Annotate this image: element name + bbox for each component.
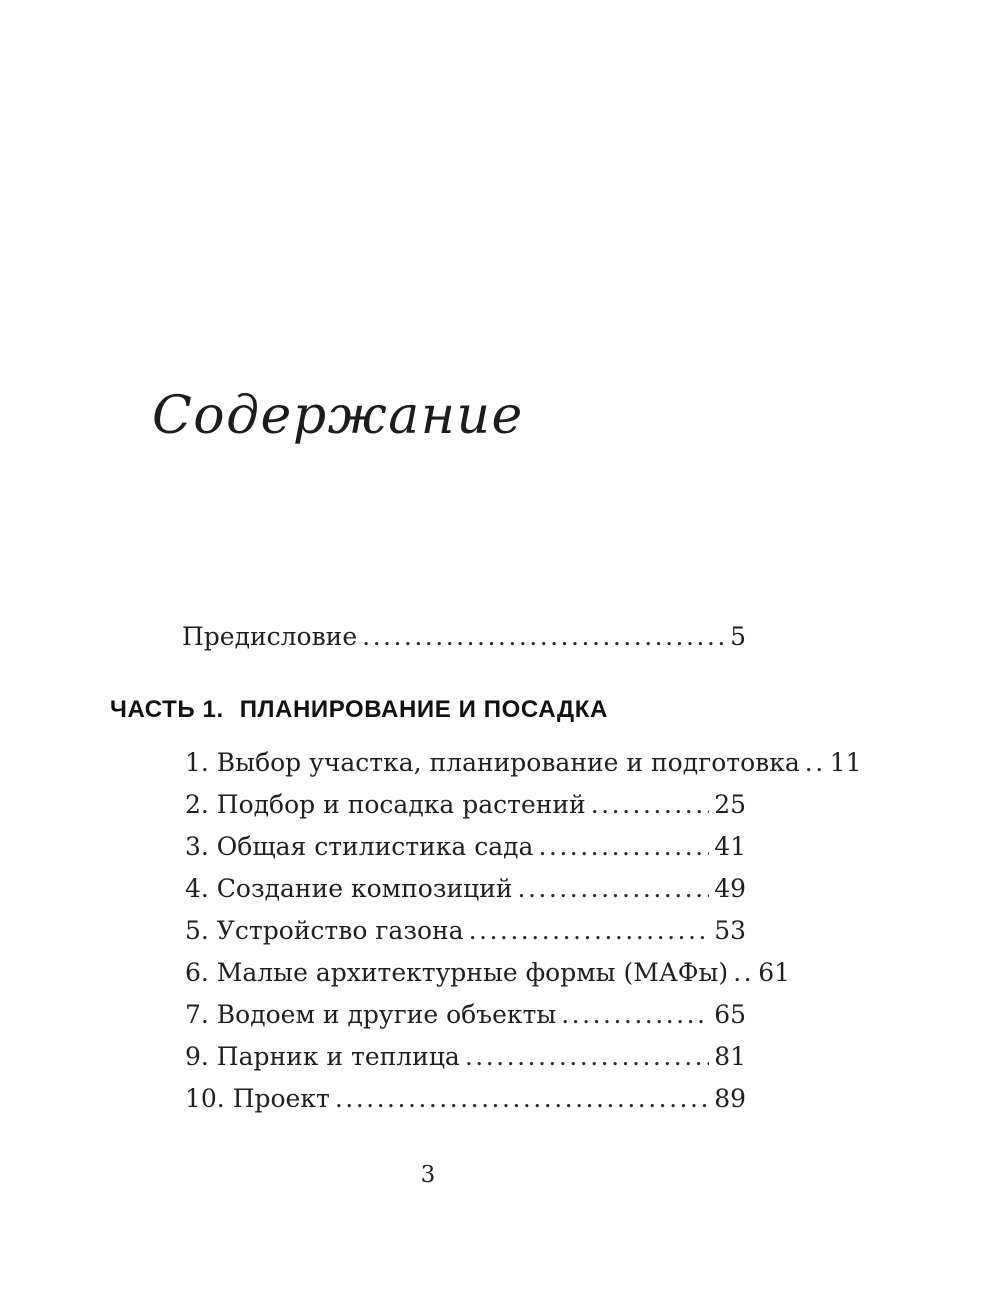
toc-entry bbox=[185, 876, 746, 902]
toc-entry-page: 81 bbox=[714, 1042, 746, 1071]
page-number: 3 bbox=[420, 1162, 436, 1188]
toc-entry-label: 2. Подбор и посадка растений bbox=[185, 790, 586, 819]
toc-entry-label: 1. Выбор участка, планирование и подготовка bbox=[185, 748, 800, 777]
table-of-contents bbox=[110, 622, 862, 1128]
toc-entry-page: 53 bbox=[714, 916, 746, 945]
toc-entry-label: 4. Создание композиций bbox=[185, 874, 513, 903]
dot-leader bbox=[469, 918, 710, 944]
toc-entry bbox=[185, 918, 746, 944]
toc-entry-label: Предисловие bbox=[182, 622, 358, 651]
toc-entry-page: 61 bbox=[758, 958, 791, 987]
toc-entry-label: 9. Парник и теплица bbox=[185, 1042, 460, 1071]
part-title: ПЛАНИРОВАНИЕ И ПОСАДКА bbox=[239, 696, 608, 723]
part-header bbox=[110, 696, 746, 724]
toc-entry bbox=[185, 792, 746, 818]
toc-entry bbox=[185, 748, 862, 777]
toc-entry bbox=[185, 1002, 746, 1028]
toc-entry-label: 3. Общая стилистика сада bbox=[185, 832, 534, 861]
toc-entry-page: 11 bbox=[829, 748, 862, 777]
toc-entry bbox=[185, 834, 746, 860]
toc-entry-label: 6. Малые архитектурные формы (МАФы) bbox=[185, 958, 729, 987]
dot-leader bbox=[733, 960, 753, 986]
toc-entry-label: 10. Проект bbox=[185, 1084, 330, 1113]
dot-leader bbox=[805, 750, 825, 776]
toc-entry-page: 49 bbox=[714, 874, 746, 903]
page-title: Содержание bbox=[152, 386, 524, 446]
toc-entry-label: 7. Водоем и другие объекты bbox=[185, 1000, 557, 1029]
toc-entry-page: 5 bbox=[730, 622, 746, 651]
dot-leader bbox=[335, 1086, 709, 1112]
toc-entry-preface bbox=[182, 624, 746, 650]
dot-leader bbox=[518, 876, 710, 902]
toc-entries bbox=[185, 748, 862, 1113]
dot-leader bbox=[591, 792, 709, 818]
toc-entry bbox=[185, 958, 791, 987]
dot-leader bbox=[362, 624, 725, 650]
toc-entry-page: 89 bbox=[714, 1084, 746, 1113]
toc-entry-page: 25 bbox=[714, 790, 746, 819]
part-label: ЧАСТЬ 1. bbox=[110, 696, 224, 723]
toc-entry bbox=[185, 1044, 746, 1070]
toc-entry-page: 41 bbox=[714, 832, 746, 861]
dot-leader bbox=[465, 1044, 709, 1070]
dot-leader bbox=[561, 1002, 709, 1028]
toc-entry-page: 65 bbox=[714, 1000, 746, 1029]
toc-entry-label: 5. Устройство газона bbox=[185, 916, 464, 945]
toc-entry bbox=[185, 1086, 746, 1112]
dot-leader bbox=[538, 834, 709, 860]
